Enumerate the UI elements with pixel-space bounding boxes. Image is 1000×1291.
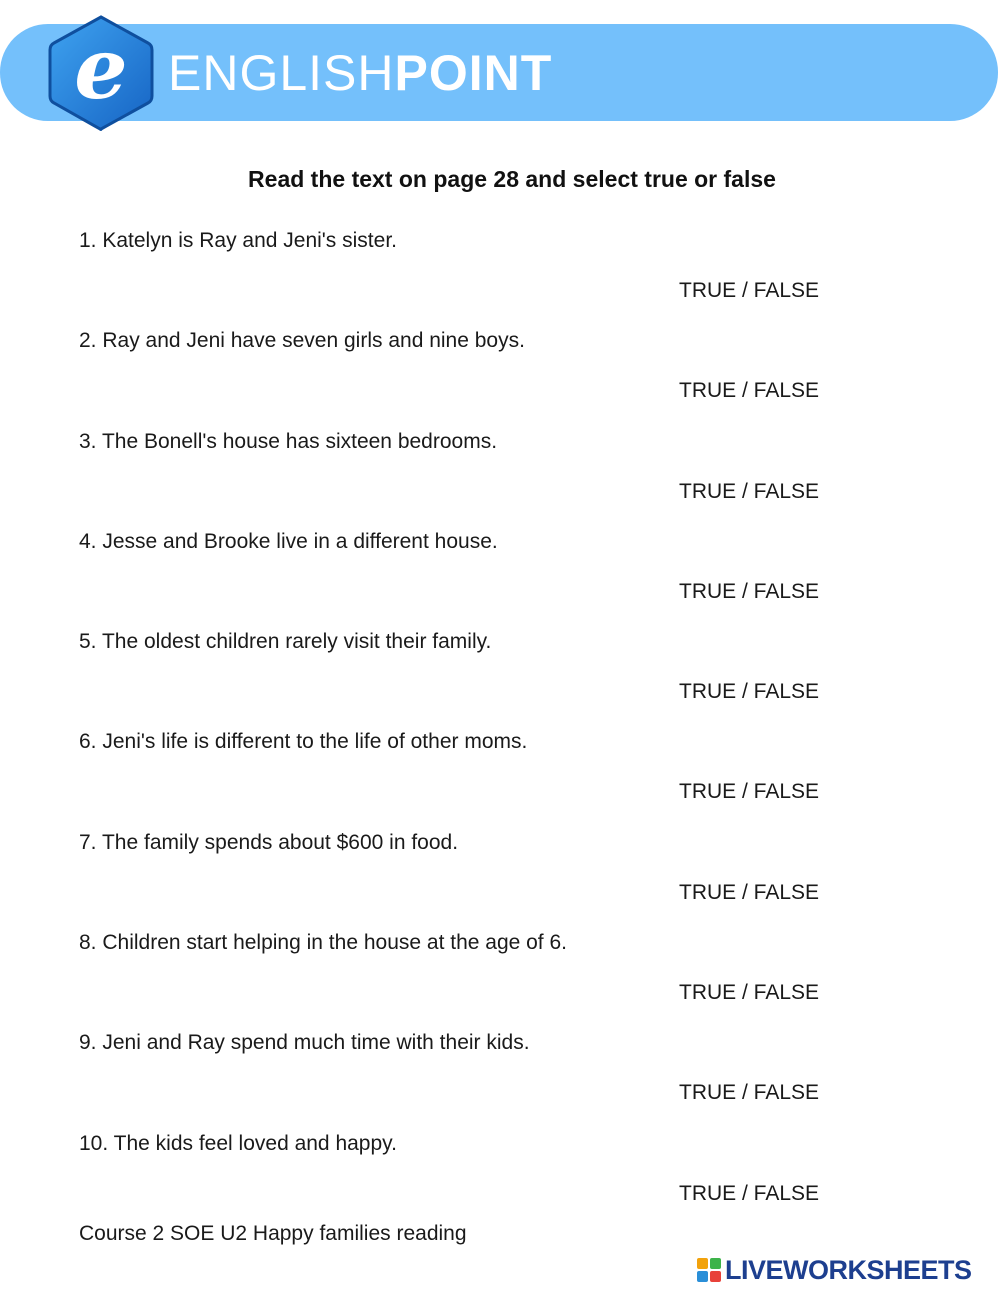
englishpoint-logo-icon (48, 14, 154, 132)
liveworksheets-logo[interactable] (697, 1255, 972, 1285)
brand-name (168, 46, 552, 100)
instruction-heading: Read the text on page 28 and select true or false (248, 166, 776, 192)
question-item (79, 829, 939, 929)
question-text: 5. The oldest children rarely visit their family. (79, 630, 492, 654)
question-text: 2. Ray and Jeni have seven girls and nine boys. (79, 329, 525, 353)
question-item (79, 929, 939, 1029)
question-item (79, 728, 939, 828)
brand-name-light: ENGLISH (168, 45, 395, 101)
logo-letter: e (74, 19, 128, 118)
question-item (79, 428, 939, 528)
true-false-selector[interactable]: TRUE / FALSE (679, 379, 820, 403)
true-false-selector[interactable]: TRUE / FALSE (679, 1081, 820, 1105)
true-false-selector[interactable]: TRUE / FALSE (679, 279, 820, 302)
question-text: 7. The family spends about $600 in food. (79, 830, 459, 854)
question-text: 9. Jeni and Ray spend much time with their kids. (79, 1031, 530, 1055)
liveworksheets-wordmark: LIVEWORKSHEETS (725, 1254, 972, 1285)
true-false-selector[interactable]: TRUE / FALSE (679, 1181, 820, 1205)
question-item (79, 528, 939, 628)
question-item (79, 1130, 939, 1230)
brand-name-bold: POINT (394, 45, 553, 101)
question-text: 8. Children start helping in the house at the age of 6. (79, 931, 567, 955)
question-item (79, 227, 939, 327)
question-text: 3. The Bonell's house has sixteen bedrooms. (79, 429, 498, 453)
true-false-selector[interactable]: TRUE / FALSE (679, 579, 820, 603)
liveworksheets-blocks-icon (697, 1258, 721, 1282)
true-false-selector[interactable]: TRUE / FALSE (679, 680, 820, 704)
question-text: 10. The kids feel loved and happy. (79, 1131, 397, 1155)
course-label: Course 2 SOE U2 Happy families reading (79, 1222, 467, 1245)
question-text: 4. Jesse and Brooke live in a different house. (79, 529, 498, 553)
question-item (79, 628, 939, 728)
question-text: 1. Katelyn is Ray and Jeni's sister. (79, 229, 397, 252)
true-false-selector[interactable]: TRUE / FALSE (679, 981, 820, 1005)
true-false-selector[interactable]: TRUE / FALSE (679, 780, 820, 804)
true-false-selector[interactable]: TRUE / FALSE (679, 880, 820, 904)
question-item (79, 1029, 939, 1129)
question-list (79, 227, 939, 1230)
true-false-selector[interactable]: TRUE / FALSE (679, 479, 820, 503)
question-item (79, 327, 939, 427)
question-text: 6. Jeni's life is different to the life of other moms. (79, 730, 528, 754)
